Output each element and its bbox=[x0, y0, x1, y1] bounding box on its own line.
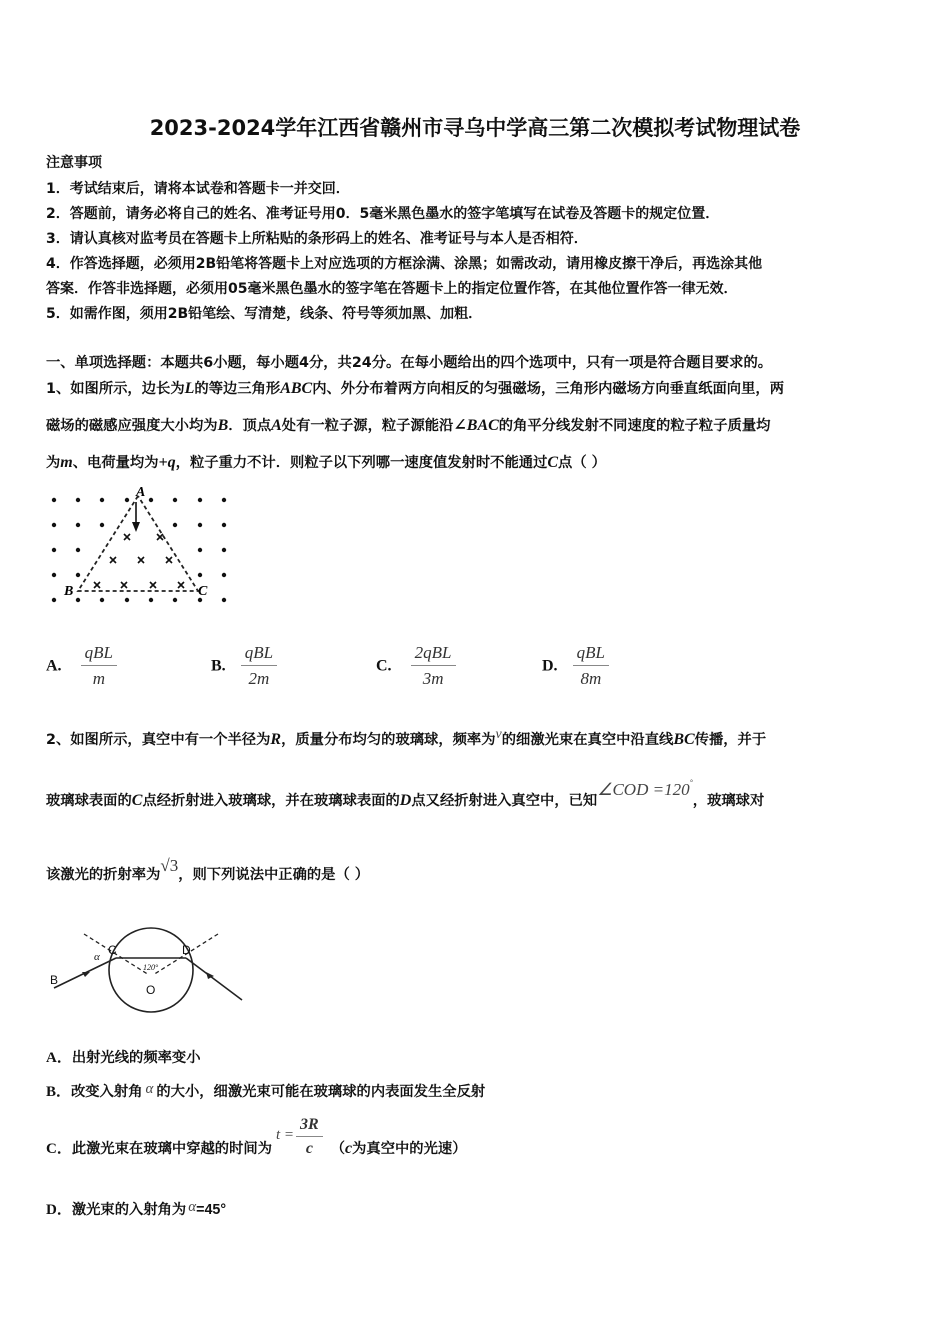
notice-item: 2．答题前，请务必将自己的姓名、准考证号用0．5毫米黑色墨水的签字笔填写在试卷及答题卡的规定位置． bbox=[46, 206, 720, 222]
q2-option-b[interactable]: B．改变入射角 α 的大小，细激光束可能在玻璃球的内表面发生全反射 bbox=[46, 1081, 486, 1100]
q2-option-d[interactable]: D．激光束的入射角为 α=45° bbox=[46, 1199, 227, 1218]
fraction: $\frac{\text{qBL}}{m}$ bbox=[81, 643, 117, 689]
fraction: $\frac{\text{qBL}}{8m}$ bbox=[573, 643, 609, 689]
notice-item: 4．作答选择题，必须用2B铅笔将答题卡上对应选项的方框涂满、涂黑；如需改动，请用橡皮擦干净后，再选涂其他 bbox=[46, 256, 763, 272]
page-title: 2023-2024学年江西省赣州市寻乌中学高三第二次模拟考试物理试卷 bbox=[149, 116, 801, 140]
notice-item: 5．如需作图，须用2B铅笔绘、写清楚，线条、符号等须加黑、加粗． bbox=[46, 306, 483, 322]
label-angle: 120° bbox=[143, 963, 159, 972]
angle-cod-expression: ∠COD =120 bbox=[597, 780, 690, 799]
exit-ray bbox=[186, 958, 242, 1000]
triangle-abc bbox=[78, 496, 198, 591]
notice-item: 3．请认真核对监考员在答题卡上所粘贴的条形码上的姓名、准考证号与本人是否相符． bbox=[46, 231, 588, 247]
q2-text-line2: 玻璃球表面的C点经折射进入玻璃球，并在玻璃球表面的D点又经折射进入真空中，已知∠COD =120°，玻璃球对 bbox=[46, 778, 765, 809]
label-alpha: α bbox=[94, 951, 100, 963]
q1-option-b[interactable]: B. $\frac{\text{qBL}}{2m}$ bbox=[211, 643, 277, 689]
label-d: D bbox=[182, 943, 191, 957]
q1-text-line1: 1、如图所示，边长为L的等边三角形ABC内、外分布着两方向相反的匀强磁场，三角形内磁场方向垂直纸面向里，两 bbox=[46, 380, 784, 397]
q1-option-d[interactable]: D. $\frac{\text{qBL}}{8m}$ bbox=[542, 643, 609, 689]
q1-option-a[interactable]: A. $\frac{\text{qBL}}{m}$ bbox=[46, 643, 117, 689]
fraction: $\frac{\text{qBL}}{2m}$ bbox=[241, 643, 277, 689]
section-heading: 一、单项选择题：本题共6小题，每小题4分，共24分。在每小题给出的四个选项中，只有一项是符合题目要求的。 bbox=[46, 355, 773, 371]
q1-text-line2: 磁场的磁感应强度大小均为B．顶点A处有一粒子源，粒子源能沿∠BAC的角平分线发射不同速度的粒子粒子质量均 bbox=[46, 417, 771, 434]
label-c: C bbox=[198, 584, 208, 599]
label-a: A bbox=[136, 485, 146, 500]
q2-option-a[interactable]: A．出射光线的频率变小 bbox=[46, 1050, 201, 1066]
velocity-arrow bbox=[132, 502, 140, 532]
q2-option-c[interactable]: C．此激光束在玻璃中穿越的时间为t = $\frac{3R}{c}$ （c为真空中的光速） bbox=[46, 1116, 467, 1157]
label-b: B bbox=[50, 973, 59, 987]
field-in-crosses bbox=[94, 534, 184, 588]
label-c: C bbox=[108, 943, 117, 957]
q2-text-line3: 该激光的折射率为√3，则下列说法中正确的是（ ） bbox=[46, 856, 370, 883]
notice-item: 1．考试结束后，请将本试卷和答题卡一并交回． bbox=[46, 181, 350, 197]
label-b: B bbox=[64, 584, 74, 599]
sqrt-expression: √3 bbox=[160, 856, 179, 875]
q1-option-c[interactable]: C. $\frac{\text{2qBL}}{3m}$ bbox=[376, 643, 456, 689]
label-o: O bbox=[146, 983, 156, 997]
q1-magnetic-field-figure bbox=[40, 478, 245, 610]
q2-text-line1: 2、如图所示，真空中有一个半径为R，质量分布均匀的玻璃球，频率为ν的细激光束在真空中沿直线BC传播，并于 bbox=[46, 727, 767, 748]
notice-item: 答案．作答非选择题，必须用05毫米黑色墨水的签字笔在答题卡上的指定位置作答，在其他位置作答一律无效． bbox=[46, 281, 738, 297]
q1-text-line3: 为m、电荷量均为+q，粒子重力不计．则粒子以下列哪一速度值发射时不能通过C点（ ） bbox=[46, 454, 606, 471]
fraction: $\frac{\text{2qBL}}{3m}$ bbox=[411, 643, 456, 689]
q2-glass-sphere-figure bbox=[44, 910, 248, 1028]
notice-heading: 注意事项 bbox=[46, 155, 102, 171]
fraction: $\frac{3R}{c}$ bbox=[296, 1116, 323, 1158]
